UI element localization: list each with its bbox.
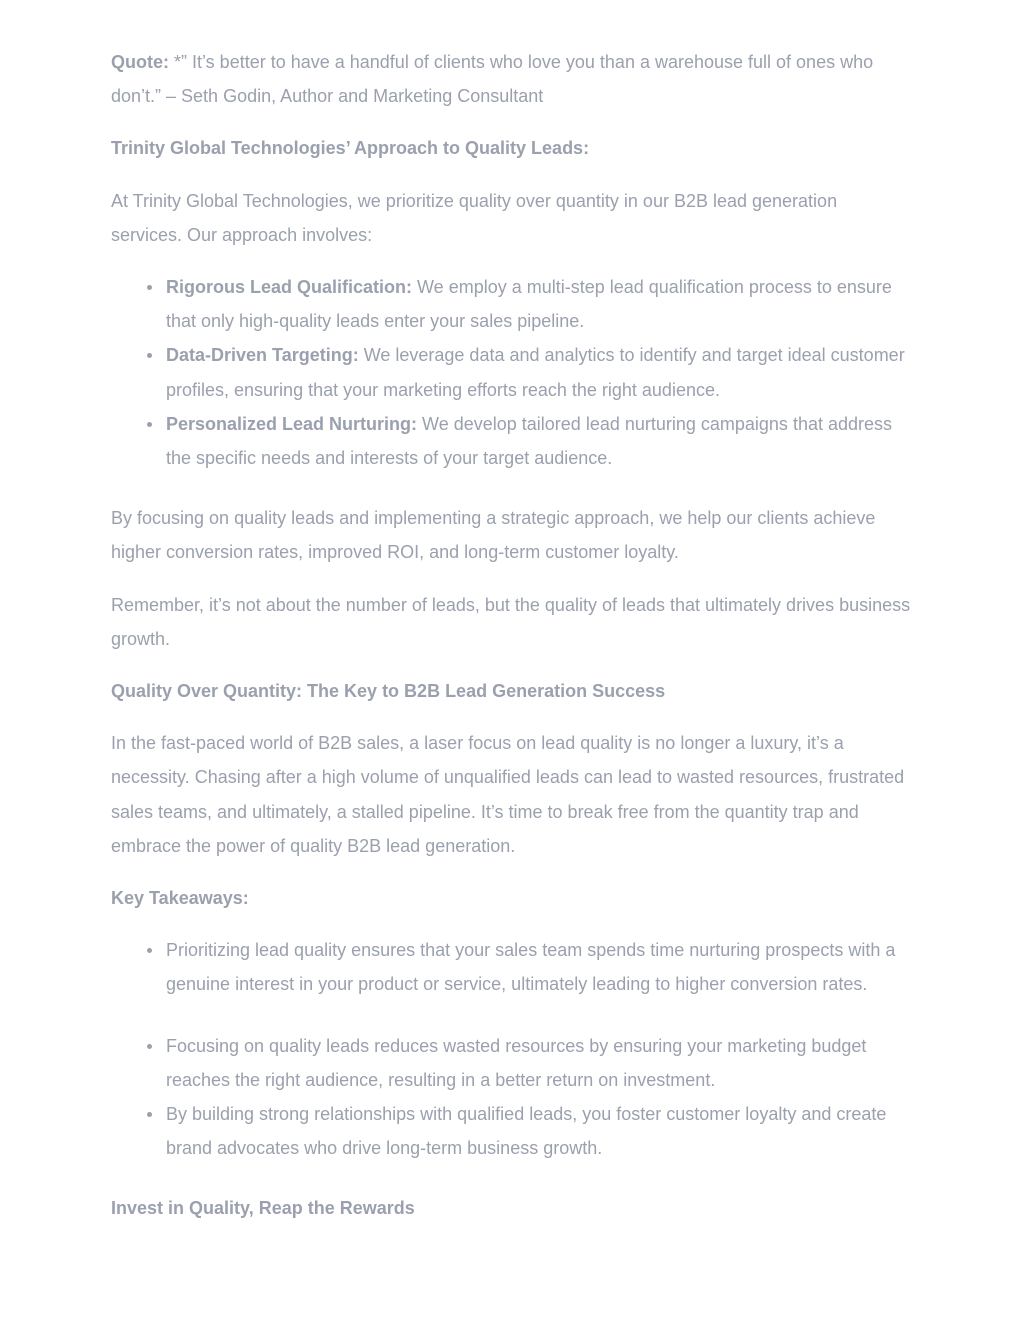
list-item-text: We employ a multi-step lead qualification process to ensure that only high-quality leads enter your sales pipeline.	[166, 277, 892, 332]
approach-heading: Trinity Global Technologies’ Approach to Quality Leads:	[111, 138, 590, 159]
approach-intro: At Trinity Global Technologies, we prioritize quality over quantity in our B2B lead generation services. Our approach involves:	[111, 190, 838, 245]
approach-outro-1: By focusing on quality leads and implementing a strategic approach, we help our clients achieve higher conversion rates, improved ROI, and long-term customer loyalty.	[111, 508, 876, 563]
quote-label: Quote:	[111, 52, 169, 72]
list-item-text: We leverage data and analytics to identify and target ideal customer profiles, ensuring that your marketing efforts reach the right audience.	[166, 345, 905, 400]
takeaways-list	[111, 1029, 911, 1166]
quality-section-body: In the fast-paced world of B2B sales, a laser focus on lead quality is no longer a luxury, it’s a necessity. Chasing after a high volume of unqualified leads can lead to wasted resources, frustrated sales teams, and ultimately, a stalled pipeline. It’s time to break free from the quantity trap and embrace the power of quality B2B lead generation.	[111, 733, 905, 856]
list-item	[166, 338, 911, 406]
list-item	[166, 407, 911, 475]
list-item: By building strong relationships with qualified leads, you foster customer loyalty and create brand advocates who drive long-term business growth.	[166, 1097, 911, 1165]
closing-heading: Invest in Quality, Reap the Rewards	[111, 1198, 415, 1219]
list-item-term: Data-Driven Targeting:	[166, 345, 359, 366]
list-item-term: Rigorous Lead Qualification:	[166, 277, 413, 298]
quality-section-heading: Quality Over Quantity: The Key to B2B Lead Generation Success	[111, 681, 666, 702]
takeaways-list	[111, 933, 911, 1001]
approach-outro-2: Remember, it’s not about the number of leads, but the quality of leads that ultimately drives business growth.	[111, 594, 911, 649]
list-item: Focusing on quality leads reduces wasted resources by ensuring your marketing budget reaches the right audience, resulting in a better return on investment.	[166, 1029, 911, 1097]
list-item-term: Personalized Lead Nurturing:	[166, 413, 418, 434]
quote-paragraph	[111, 45, 911, 113]
list-item-text: We develop tailored lead nurturing campaigns that address the specific needs and interests of your target audience.	[166, 413, 892, 469]
quote-text: *” It’s better to have a handful of clients who love you than a warehouse full of ones who don’t.” – Seth Godin, Author and Marketing Consultant	[111, 52, 874, 107]
list-item: Prioritizing lead quality ensures that your sales team spends time nurturing prospects with a genuine interest in your product or service, ultimately leading to higher conversion rates.	[166, 933, 911, 1001]
article-body	[111, 45, 911, 1244]
takeaways-heading: Key Takeaways:	[111, 888, 249, 909]
list-item	[166, 270, 911, 338]
approach-list	[111, 270, 911, 475]
